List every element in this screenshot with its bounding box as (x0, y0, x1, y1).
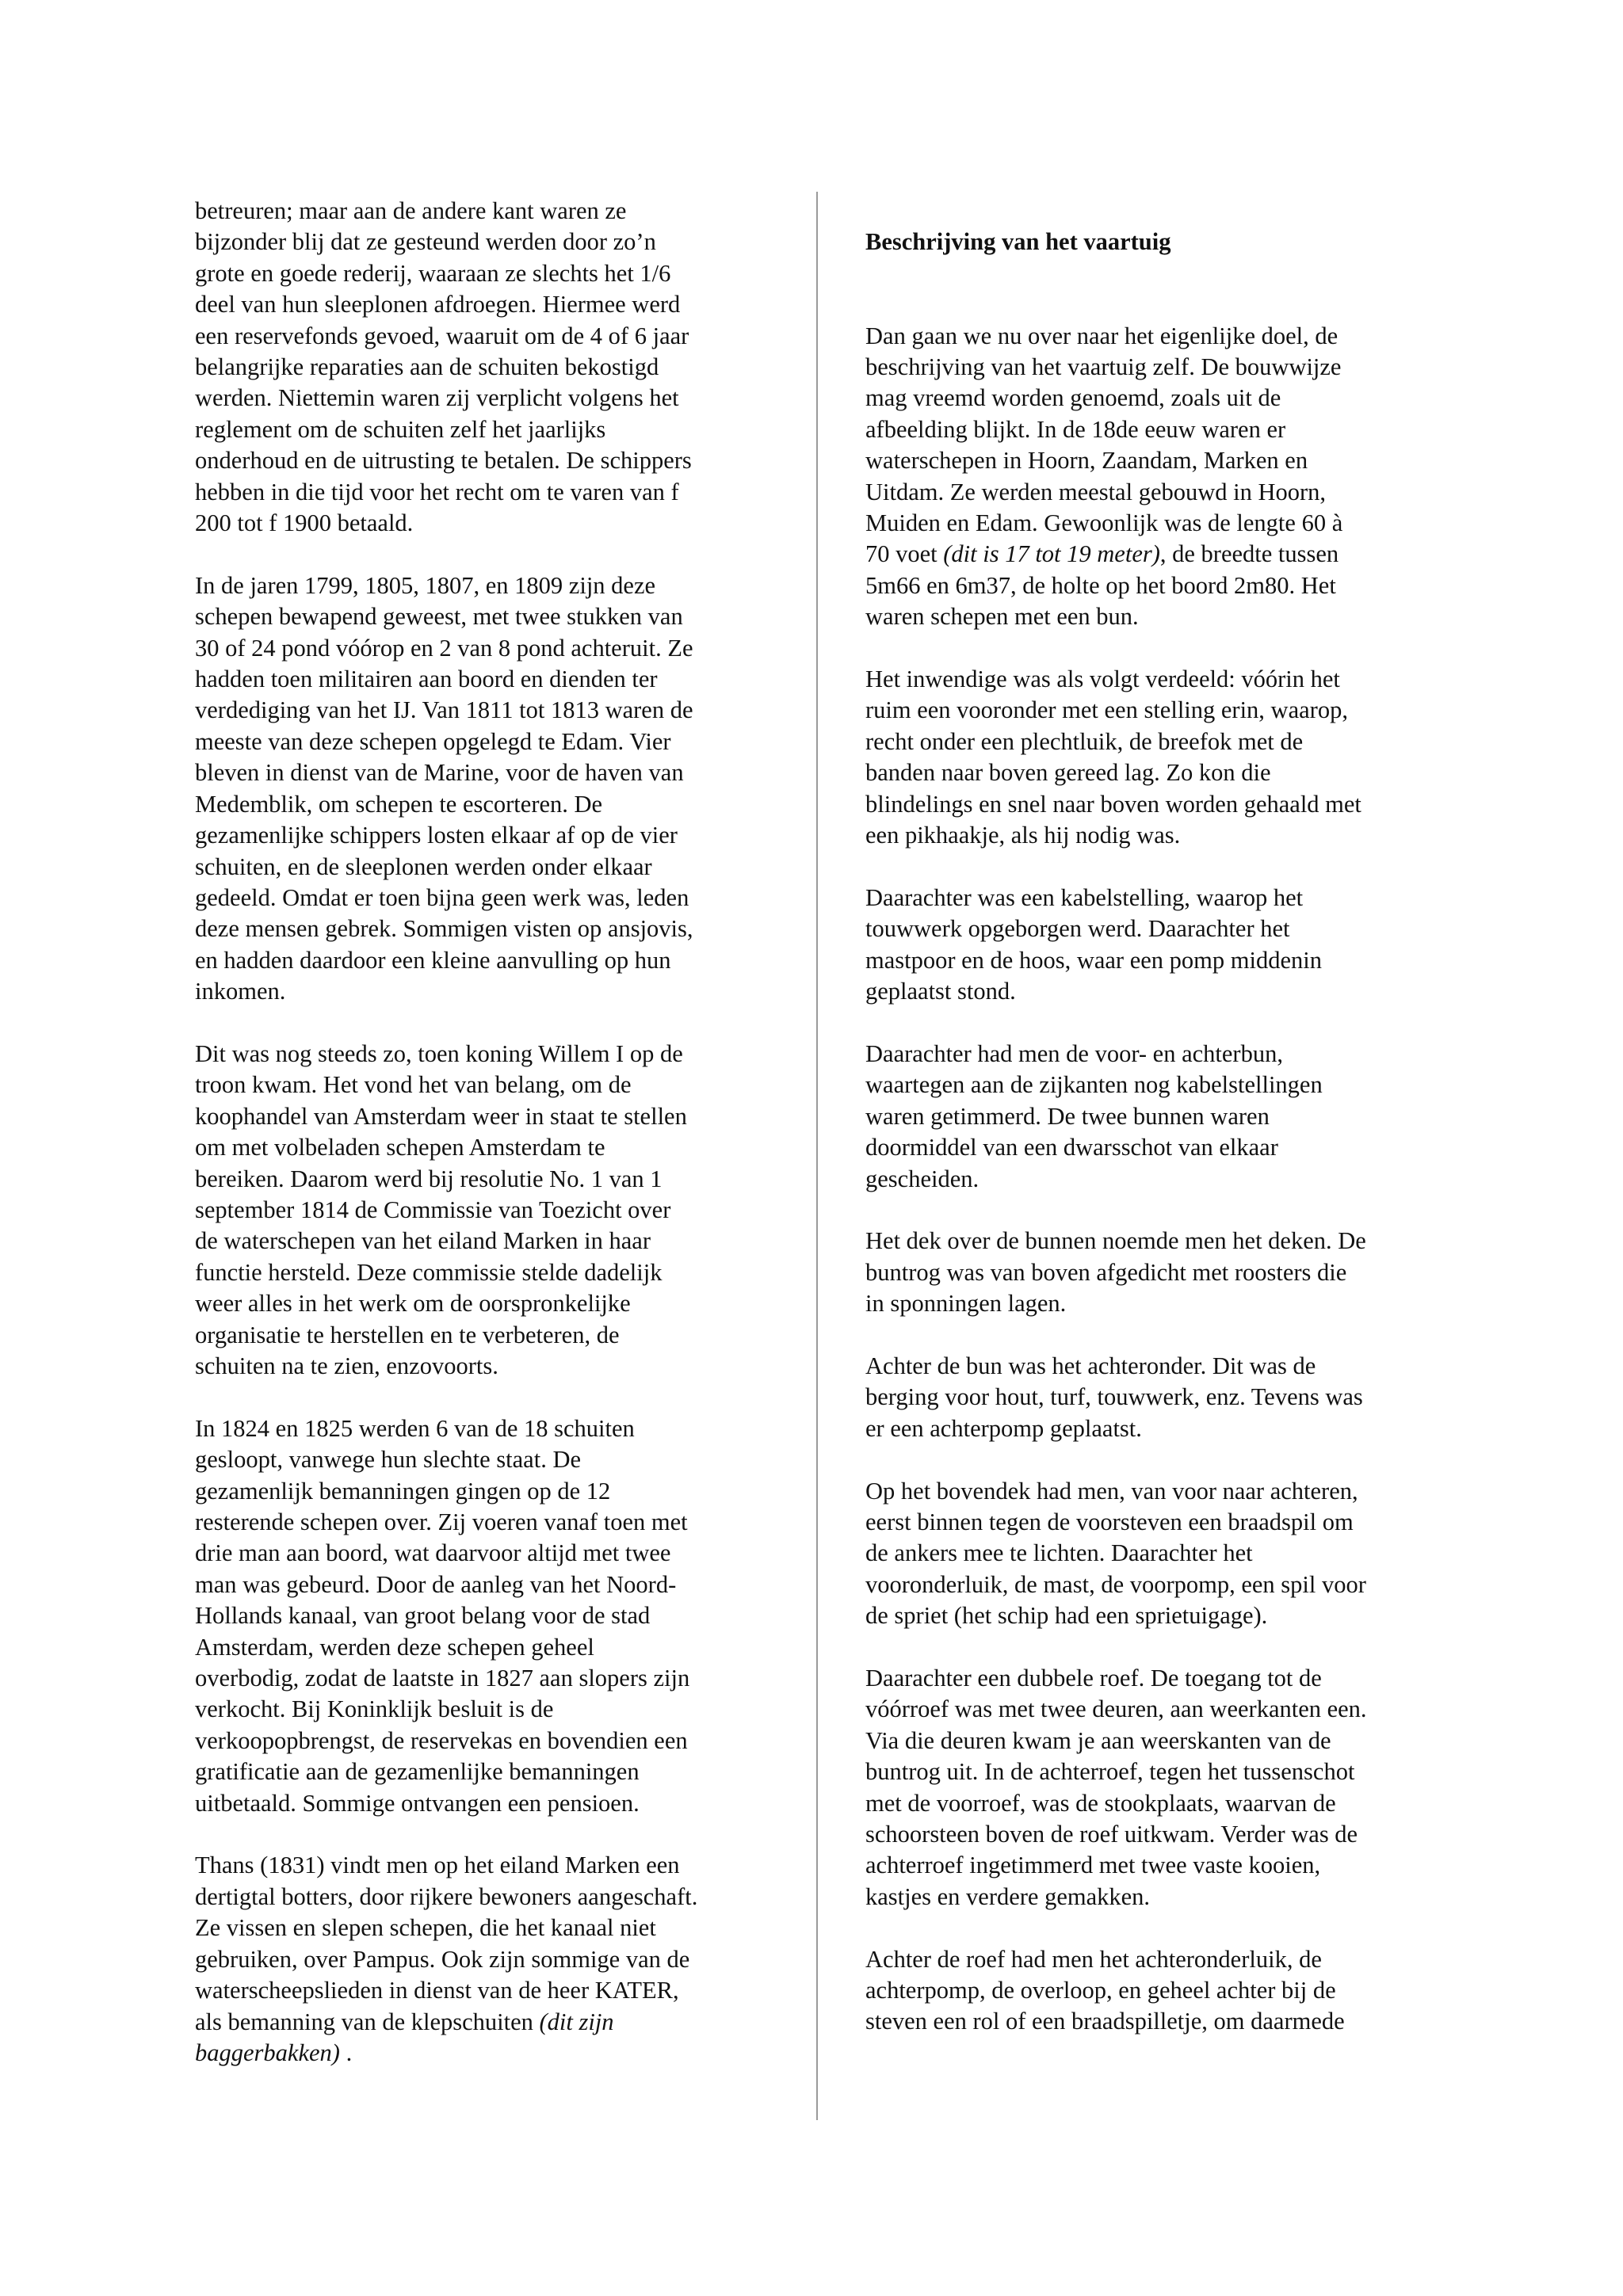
text-line: waterscheepslieden in dienst van de heer KATER, (195, 1977, 679, 2004)
paragraph (865, 1476, 1449, 1632)
text-line: belangrijke reparaties aan de schuiten bekostigd (195, 353, 659, 381)
paragraph (195, 1413, 781, 1819)
text-line: september 1814 de Commissie van Toezicht over (195, 1196, 671, 1223)
paragraph (865, 321, 1449, 633)
paragraph (865, 1039, 1449, 1195)
paragraph (865, 1663, 1449, 1913)
text-line: gezamenlijk bemanningen gingen op de 12 (195, 1477, 611, 1505)
text-line: Achter de roef had men het achteronderluik, de (865, 1945, 1322, 1973)
text-run: , de breedte tussen (1159, 540, 1339, 568)
text-line: blindelings en snel naar boven worden gehaald met (865, 790, 1361, 818)
text-line: werden. Niettemin waren zij verplicht volgens het (195, 384, 679, 412)
text-line: de waterschepen van het eiland Marken in haar (195, 1227, 651, 1255)
text-line: deze mensen gebrek. Sommigen visten op ansjovis, (195, 915, 693, 943)
text-line: koophandel van Amsterdam weer in staat te stellen (195, 1102, 687, 1130)
text-line: banden naar boven gereed lag. Zo kon die (865, 759, 1271, 787)
text-line (195, 2038, 781, 2069)
text-line: gedeeld. Omdat er toen bijna geen werk was, leden (195, 883, 689, 911)
text-line: Daarachter had men de voor- en achterbun, (865, 1039, 1283, 1067)
text-line: en hadden daardoor een kleine aanvulling op hun (195, 946, 671, 974)
text-line: Uitdam. Ze werden meestal gebouwd in Hoorn, (865, 478, 1327, 505)
text-line: om met volbeladen schepen Amsterdam te (195, 1134, 605, 1161)
text-line: weer alles in het werk om de oorspronkelijke (195, 1290, 631, 1318)
text-line: beschrijving van het vaartuig zelf. De bouwwijze (865, 353, 1342, 380)
text-line: mastpoor en de hoos, waar een pomp middenin (865, 946, 1322, 974)
text-line: dertigtal botters, door rijkere bewoners aangeschaft. (195, 1882, 698, 1910)
text-line: gratificatie aan de gezamenlijke bemanningen (195, 1758, 640, 1786)
text-line: bleven in dienst van de Marine, voor de haven van (195, 759, 684, 787)
text-run: . (339, 2039, 353, 2066)
text-line: Op het bovendek had men, van voor naar achteren, (865, 1477, 1358, 1505)
text-line: Via die deuren kwam je aan weerskanten van de (865, 1726, 1331, 1754)
text-line: inkomen. (195, 978, 286, 1005)
text-line: hadden toen militairen aan boord en dienden ter (195, 666, 658, 693)
text-line: schepen bewapend geweest, met twee stukken van (195, 603, 683, 631)
text-line: achterpomp, de overloop, en geheel achter bij de (865, 1977, 1336, 2004)
text-line: meeste van deze schepen opgelegd te Edam. Vier (195, 727, 671, 755)
paragraph (865, 1351, 1449, 1444)
text-line: resterende schepen over. Zij voeren vanaf toen met (195, 1508, 688, 1536)
section-heading: Beschrijving van het vaartuig (865, 228, 1171, 256)
text-line: vooronderluik, de mast, de voorpomp, een spil voor (865, 1570, 1366, 1598)
text-line: doormiddel van een dwarsschot van elkaar (865, 1134, 1278, 1161)
text-line: grote en goede rederij, waaraan ze slechts het 1/6 (195, 259, 671, 287)
text-line: 5m66 en 6m37, de holte op het boord 2m80. Het (865, 571, 1336, 599)
text-run: 70 voet (865, 540, 944, 568)
text-line: berging voor hout, turf, touwwerk, enz. Tevens was (865, 1383, 1363, 1411)
text-line: mag vreemd worden genoemd, zoals uit de (865, 384, 1281, 412)
text-line (195, 2007, 781, 2038)
text-line: achterroef ingetimmerd met twee vaste kooien, (865, 1852, 1321, 1879)
text-line: troon kwam. Het vond het van belang, om de (195, 1071, 632, 1099)
text-line: Het dek over de bunnen noemde men het deken. De (865, 1227, 1366, 1255)
text-line: verkoopopbrengst, de reservekas en bovendien een (195, 1726, 688, 1754)
text-line: Daarachter was een kabelstelling, waarop het (865, 883, 1304, 911)
text-line: bereiken. Daarom werd bij resolutie No. 1 van 1 (195, 1165, 663, 1192)
text-line: schuiten, en de sleeplonen werden onder elkaar (195, 852, 652, 880)
italic-text: (dit is 17 tot 19 meter) (943, 540, 1160, 568)
text-line: In 1824 en 1825 werden 6 van de 18 schuiten (195, 1414, 635, 1442)
text-line: gebruiken, over Pampus. Ook zijn sommige van de (195, 1945, 690, 1973)
text-line: Het inwendige was als volgt verdeeld: vóórin het (865, 666, 1340, 693)
text-line: Medemblik, om schepen te escorteren. De (195, 790, 603, 818)
text-line: reglement om de schuiten zelf het jaarlijks (195, 415, 606, 443)
text-line: schoorsteen boven de roef uitkwam. Verder was de (865, 1820, 1358, 1848)
paragraph (195, 1850, 781, 2069)
text-line: onderhoud en de uitrusting te betalen. De schippers (195, 447, 692, 475)
text-line (865, 539, 1449, 570)
text-line: recht onder een plechtluik, de breefok met de (865, 727, 1304, 755)
text-line: in sponningen lagen. (865, 1290, 1067, 1318)
left-column (195, 196, 781, 2100)
text-line: verkocht. Bij Koninklijk besluit is de (195, 1695, 554, 1723)
text-line: buntrog uit. In de achterroef, tegen het tussenschot (865, 1758, 1355, 1786)
text-line: betreuren; maar aan de andere kant waren ze (195, 197, 627, 224)
text-line: bijzonder blij dat ze gesteund werden door zo’n (195, 228, 656, 256)
text-line: verdediging van het IJ. Van 1811 tot 1813 waren de (195, 696, 693, 724)
italic-text: (dit zijn (539, 2008, 614, 2035)
text-line: functie hersteld. Deze commissie stelde dadelijk (195, 1258, 663, 1286)
paragraph (865, 1944, 1449, 2038)
text-line: afbeelding blijkt. In de 18de eeuw waren er (865, 415, 1286, 443)
text-line: organisatie te herstellen en te verbeteren, de (195, 1321, 620, 1348)
text-line: overbodig, zodat de laatste in 1827 aan slopers zijn (195, 1665, 690, 1692)
paragraph (195, 570, 781, 1008)
text-line: 200 tot f 1900 betaald. (195, 509, 414, 537)
paragraph (195, 196, 781, 539)
paragraph (865, 1226, 1449, 1319)
text-line: waterschepen in Hoorn, Zaandam, Marken en (865, 447, 1308, 475)
text-line: Ze vissen en slepen schepen, die het kanaal niet (195, 1914, 656, 1942)
text-line: gezamenlijke schippers losten elkaar af op de vier (195, 822, 678, 849)
text-line: In de jaren 1799, 1805, 1807, en 1809 zijn deze (195, 571, 656, 599)
text-line: gescheiden. (865, 1165, 980, 1192)
text-line: steven een rol of een braadspilletje, om daarmede (865, 2008, 1345, 2035)
text-line: vóórroef was met twee deuren, aan weerkanten een. (865, 1695, 1367, 1723)
text-line: gesloopt, vanwege hun slechte staat. De (195, 1446, 582, 1474)
text-line: eerst binnen tegen de voorsteven een braadspil om (865, 1508, 1354, 1535)
text-line: hebben in die tijd voor het recht om te varen van f (195, 478, 679, 505)
text-line: een reservefonds gevoed, waaruit om de 4 of 6 jaar (195, 322, 689, 349)
text-line: Hollands kanaal, van groot belang voor de stad (195, 1602, 651, 1630)
text-line: deel van hun sleeplonen afdroegen. Hiermee werd (195, 291, 681, 318)
text-line: Thans (1831) vindt men op het eiland Marken een (195, 1852, 680, 1879)
text-line: touwwerk opgeborgen werd. Daarachter het (865, 915, 1290, 943)
paragraph (865, 664, 1449, 851)
text-line: Amsterdam, werden deze schepen geheel (195, 1633, 594, 1661)
text-line: drie man aan boord, wat daarvoor altijd met twee (195, 1539, 671, 1567)
text-line: Muiden en Edam. Gewoonlijk was de lengte 60 à (865, 509, 1343, 537)
text-line: man was gebeurd. Door de aanleg van het Noord- (195, 1570, 677, 1598)
text-line: buntrog was van boven afgedicht met roosters die (865, 1258, 1347, 1286)
text-line: Dan gaan we nu over naar het eigenlijke doel, de (865, 322, 1338, 349)
text-line: Achter de bun was het achteronder. Dit was de (865, 1352, 1316, 1379)
text-line: er een achterpomp geplaatst. (865, 1414, 1142, 1442)
text-line: de spriet (het schip had een sprietuigage). (865, 1602, 1268, 1630)
paragraph (195, 1039, 781, 1382)
text-line: ruim een vooronder met een stelling erin, waarop, (865, 696, 1348, 724)
italic-text: baggerbakken) (195, 2039, 340, 2066)
text-line: waartegen aan de zijkanten nog kabelstellingen (865, 1071, 1323, 1099)
text-line: waren getimmerd. De twee bunnen waren (865, 1102, 1270, 1130)
text-line: Daarachter een dubbele roef. De toegang tot de (865, 1664, 1322, 1691)
text-line: schuiten na te zien, enzovoorts. (195, 1352, 498, 1379)
column-divider (816, 192, 818, 2120)
text-line: kastjes en verdere gemakken. (865, 1882, 1151, 1910)
text-run: als bemanning van de klepschuiten (195, 2008, 540, 2035)
text-line: met de voorroef, was de stookplaats, waarvan de (865, 1789, 1336, 1817)
right-column (865, 196, 1449, 2069)
text-line: Dit was nog steeds zo, toen koning Willem I op de (195, 1039, 683, 1067)
text-line: uitbetaald. Sommige ontvangen een pensioen. (195, 1789, 640, 1817)
text-line: waren schepen met een bun. (865, 603, 1139, 631)
text-line: de ankers mee te lichten. Daarachter het (865, 1539, 1253, 1567)
text-line: 30 of 24 pond vóórop en 2 van 8 pond achteruit. Ze (195, 634, 693, 662)
paragraph (865, 883, 1449, 1008)
text-line: geplaatst stond. (865, 978, 1016, 1005)
text-line: een pikhaakje, als hij nodig was. (865, 822, 1181, 849)
